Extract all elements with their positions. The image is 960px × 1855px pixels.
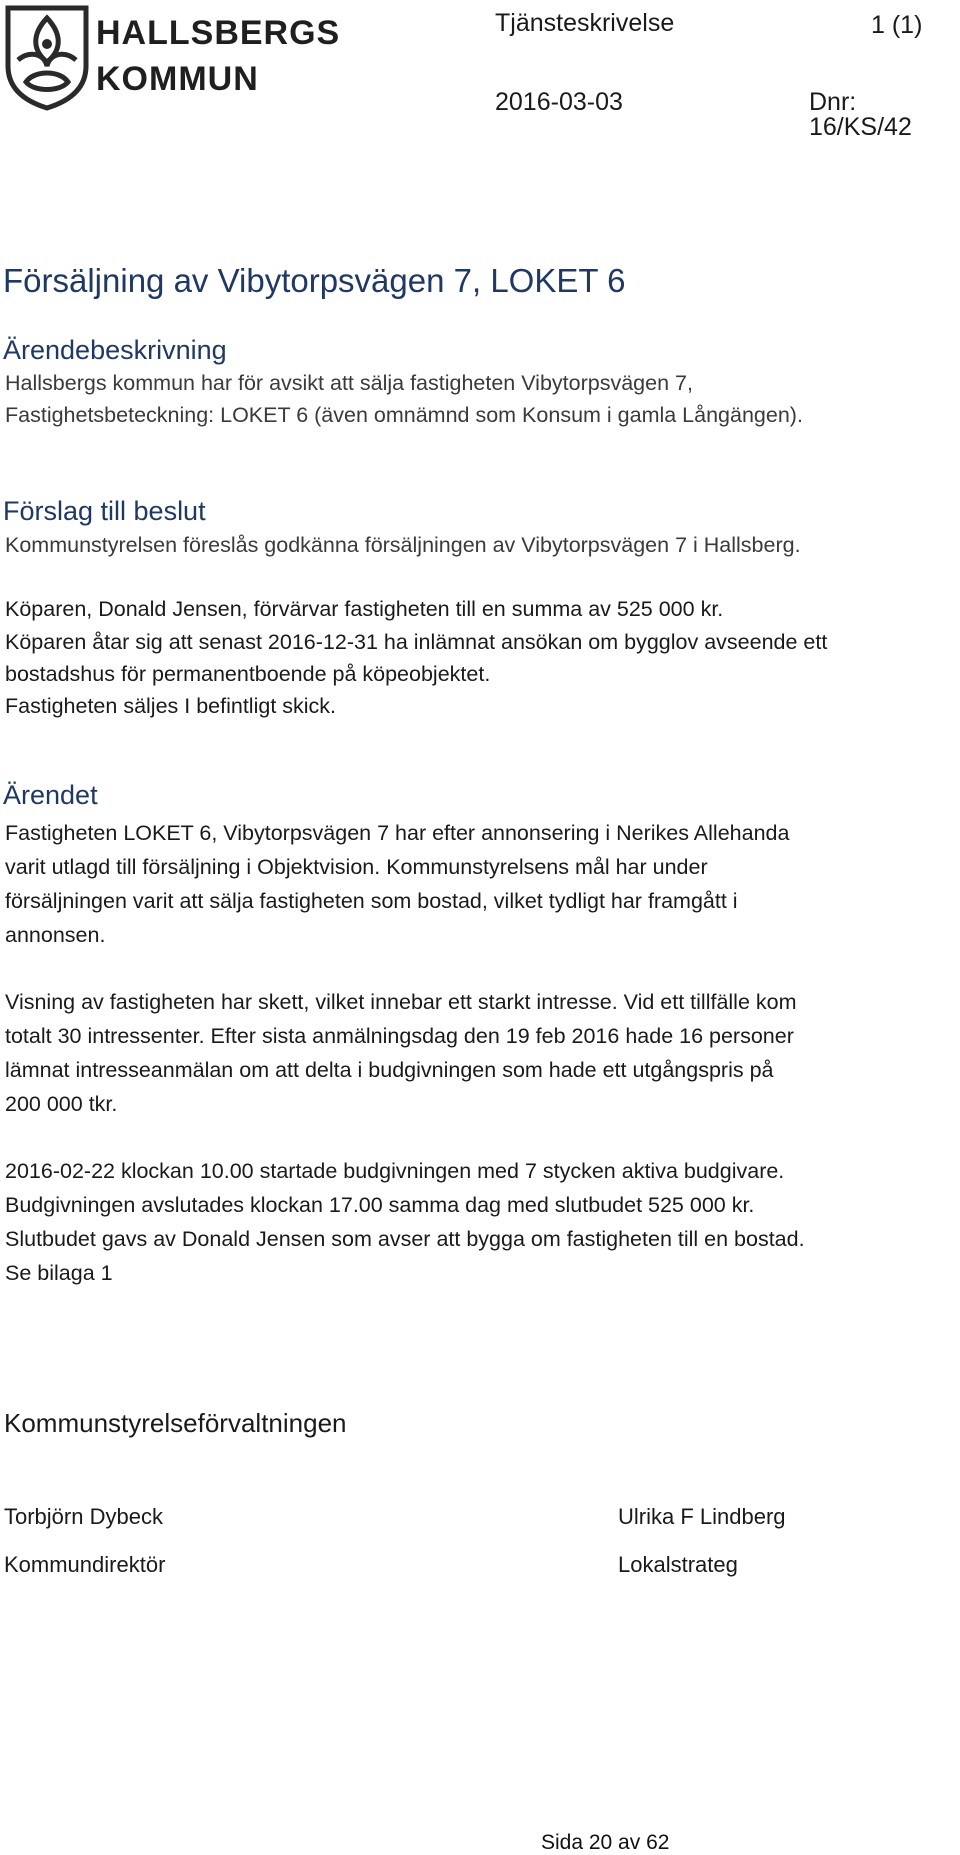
proposal-line: Kommunstyrelsen föreslås godkänna försäljningen av Vibytorpsvägen 7 i Hallsberg. [5,533,801,557]
proposal-line: Köparen åtar sig att senast 2016-12-31 ha inlämnat ansökan om bygglov avseende ett [5,630,828,654]
hallsbergs-kommun-logo [4,4,341,112]
case-paragraph-line: varit utlagd till försäljning i Objektvision. Kommunstyrelsens mål har under [5,855,708,879]
page-footer: Sida 20 av 62 [541,1831,670,1854]
page-count: 1 (1) [871,11,923,39]
document-title: Försäljning av Vibytorpsvägen 7, LOKET 6 [3,262,626,299]
document-type: Tjänsteskrivelse [495,9,675,37]
proposal-line: Fastigheten säljes I befintligt skick. [5,694,337,718]
case-paragraph-line: 2016-02-22 klockan 10.00 startade budgivningen med 7 stycken aktiva budgivare. [5,1159,785,1183]
document-date: 2016-03-03 [495,88,623,116]
heading-arendet: Ärendet [3,780,98,810]
logo-line-1: HALLSBERGS [96,14,341,52]
diary-number: Dnr: 16/KS/42 [809,88,912,141]
case-paragraph-line: 200 000 tkr. [5,1092,118,1116]
proposal-line: bostadshus för permanentboende på köpeobjektet. [5,662,491,686]
coat-of-arms-icon [4,4,90,112]
heading-arendebeskrivning: Ärendebeskrivning [3,335,227,365]
logo-line-2: KOMMUN [96,60,259,98]
case-paragraph-line: annonsen. [5,923,106,947]
case-paragraph-line: Budgivningen avslutades klockan 17.00 samma dag med slutbudet 525 000 kr. [5,1193,755,1217]
signatory-left-name: Torbjörn Dybeck [4,1504,163,1529]
organization-name: Kommunstyrelseförvaltningen [4,1408,347,1438]
case-paragraph-line: Slutbudet gavs av Donald Jensen som avser att bygga om fastigheten till en bostad. [5,1227,805,1251]
case-paragraph-line: Fastigheten LOKET 6, Vibytorpsvägen 7 har efter annonsering i Nerikes Allehanda [5,821,790,845]
case-paragraph-line: Visning av fastigheten har skett, vilket innebar ett starkt intresse. Vid ett tillfälle kom [5,990,797,1014]
description-line: Hallsbergs kommun har för avsikt att sälja fastigheten Vibytorpsvägen 7, [5,371,693,395]
proposal-line: Köparen, Donald Jensen, förvärvar fastigheten till en summa av 525 000 kr. [5,597,724,621]
heading-forslag-till-beslut: Förslag till beslut [3,496,206,526]
description-line: Fastighetsbeteckning: LOKET 6 (även omnämnd som Konsum i gamla Långängen). [5,403,803,427]
case-paragraph-line: Se bilaga 1 [5,1261,113,1285]
case-paragraph-line: lämnat intresseanmälan om att delta i budgivningen som hade ett utgångspris på [5,1058,774,1082]
case-paragraph-line: totalt 30 intressenter. Efter sista anmälningsdag den 19 feb 2016 hade 16 personer [5,1024,794,1048]
signatory-right-role: Lokalstrateg [618,1552,738,1577]
signatory-right-name: Ulrika F Lindberg [618,1504,786,1529]
case-paragraph-line: försäljningen varit att sälja fastigheten som bostad, vilket tydligt har framgått i [5,889,738,913]
signatory-left-role: Kommundirektör [4,1552,166,1577]
